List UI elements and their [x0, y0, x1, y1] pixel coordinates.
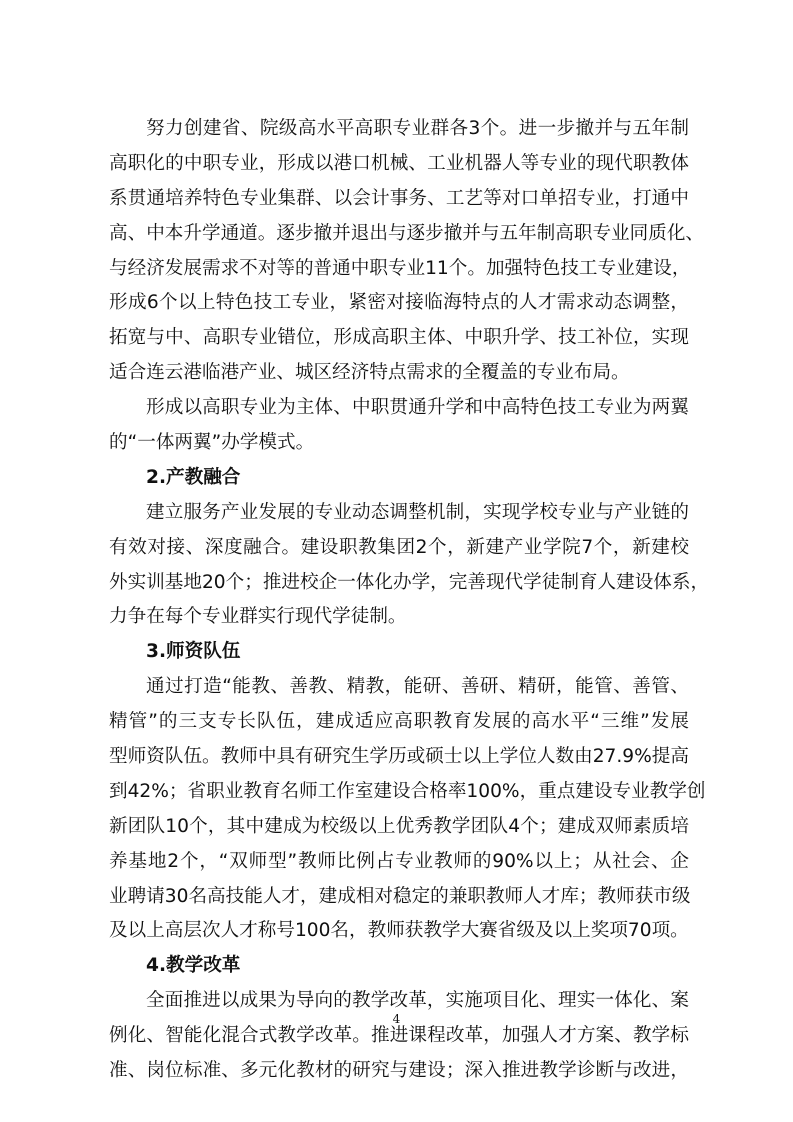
text-line: 全面推进以成果为导向的教学改革，实施项目化、理实一体化、案 [146, 990, 689, 1012]
text-line: 准、岗位标准、多元化教材的研究与建设；深入推进教学诊断与改进， [109, 1060, 689, 1082]
text-line: 的“一体两翼”办学模式。 [109, 432, 315, 454]
page-number: 4 [392, 1012, 401, 1026]
text-line: 业聘请30名高技能人才，建成相对稳定的兼职教师人才库；教师获市级 [109, 885, 691, 907]
section-teaching-staff [109, 635, 706, 949]
text-line: 及以上高层次人才称号100名，教师获教学大赛省级及以上奖项70项。 [109, 920, 689, 942]
text-line: 有效对接、深度融合。建设职教集团2个，新建产业学院7个，新建校 [109, 536, 689, 558]
text-line: 系贯通培养特色专业集群、以会计事务、工艺等对口单招专业，打通中 [109, 187, 689, 209]
text-line: 精管”的三支专长队伍，建成适应高职教育发展的高水平“三维”发展 [109, 711, 689, 733]
text-line: 适合连云港临港产业、城区经济特点需求的全覆盖的专业布局。 [109, 362, 630, 384]
text-line: 例化、智能化混合式教学改革。推进课程改革，加强人才方案、教学标 [109, 1025, 689, 1047]
section-heading: 3.师资队伍 [146, 641, 241, 663]
text-line: 到42%；省职业教育名师工作室建设合格率100%，重点建设专业教学创 [109, 780, 706, 802]
text-line: 型师资队伍。教师中具有研究生学历或硕士以上学位人数由27.9%提高 [109, 746, 689, 768]
body-text [109, 112, 710, 1089]
paragraph-specialty-layout [109, 112, 705, 391]
text-line: 高、中本升学通道。逐步撤并退出与逐步撤并与五年制高职专业同质化、 [109, 222, 705, 244]
text-line: 通过打造“能教、善教、精教，能研、善研、精研，能管、善管、 [146, 676, 689, 698]
text-line: 拓宽与中、高职专业错位，形成高职主体、中职升学、技工补位，实现 [109, 327, 689, 349]
text-line: 外实训基地20个；推进校企一体化办学，完善现代学徒制育人建设体系， [109, 571, 710, 593]
paragraph-school-model [109, 391, 689, 461]
text-line: 努力创建省、院级高水平高职专业群各3个。进一步撤并与五年制 [146, 118, 689, 139]
text-line: 形成6个以上特色技工专业，紧密对接临海特点的人才需求动态调整， [109, 292, 689, 314]
text-line: 与经济发展需求不对等的普通中职专业11个。加强特色技工专业建设， [109, 257, 691, 279]
section-industry-education [109, 461, 710, 635]
text-line: 力争在每个专业群实行现代学徒制。 [109, 606, 407, 628]
section-heading: 2.产教融合 [146, 466, 241, 488]
text-line: 养基地2个，“双师型”教师比例占专业教师的90%以上；从社会、企 [109, 850, 689, 872]
text-line: 高职化的中职专业，形成以港口机械、工业机器人等专业的现代职教体 [109, 152, 689, 174]
text-line: 建立服务产业发展的专业动态调整机制，实现学校专业与产业链的 [146, 501, 689, 523]
text-line: 新团队10个，其中建成为校级以上优秀教学团队4个；建成双师素质培 [109, 815, 689, 837]
text-line: 形成以高职专业为主体、中职贯通升学和中高特色技工专业为两翼 [146, 397, 689, 419]
section-heading: 4.教学改革 [146, 955, 241, 977]
